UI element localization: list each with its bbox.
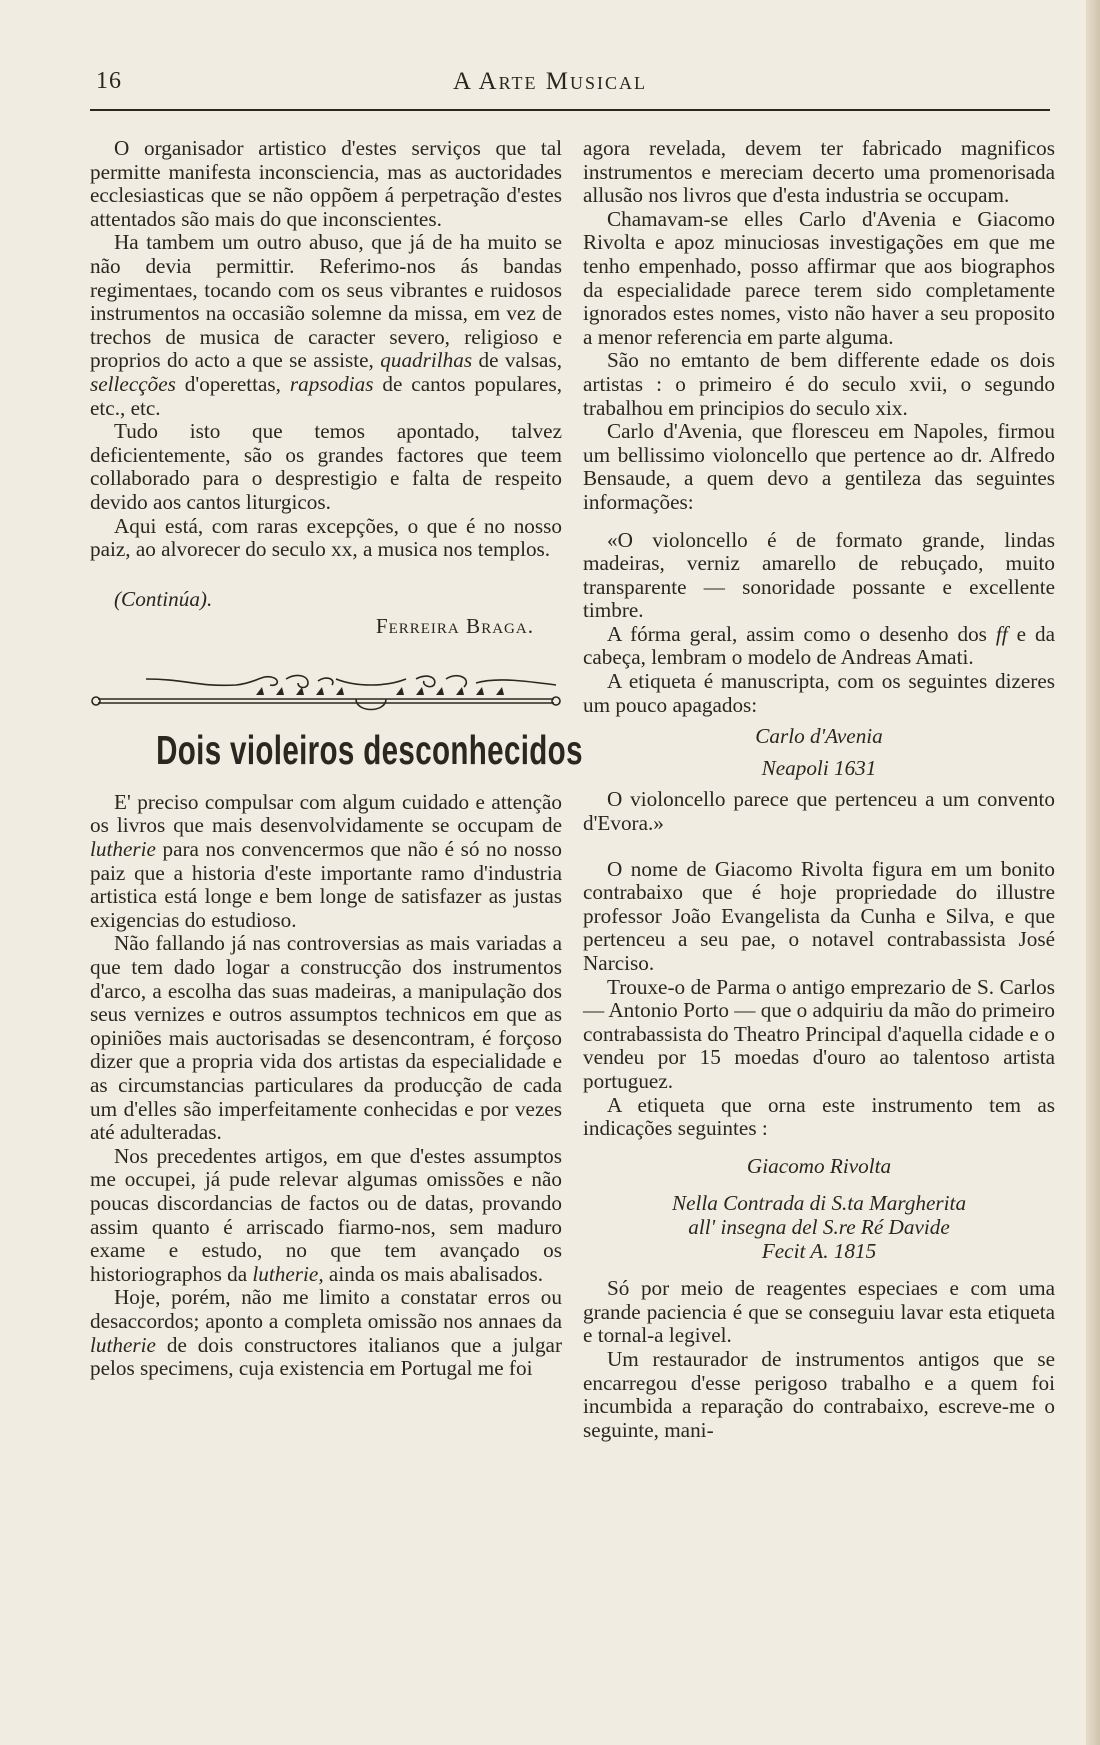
article-title: Dois violeiros desconhecidos: [156, 726, 583, 773]
left-column: [90, 136, 583, 1381]
paragraph: Ha tambem um outro abuso, que já de ha muito se não devia permittir. Referimo-nos ás bandas regimentaes, tocando com os seus vibrantes e ruidosos instrumentos na occasião solemne da missa, em vez de trechos de musica de caracter severo, religioso e proprios do acto a que se assiste, quadrilhas de valsas, sellecções d'operettas, rapsodias de cantos populares, etc., etc.: [90, 230, 563, 420]
quoted-paragraph: A fórma geral, assim como o desenho dos ff e da cabeça, lembram o modelo de Andreas Amati.: [583, 621, 1056, 670]
paragraph: Chamavam-se elles Carlo d'Avenia e Giacomo Rivolta e apoz minuciosas investigações em que me tenho empenhado, posso affirmar que aos biographos da especialidade parece terem sido completamente ignorados estes nomes, visto não haver a seu proposito a menor referencia em parte alguma.: [583, 206, 1055, 349]
label-transcription-line: Giacomo Rivolta: [746, 1153, 892, 1178]
label-transcription-line: all' insegna del S.re Ré Davide: [688, 1214, 950, 1239]
page-number: 16: [96, 68, 122, 94]
paragraph: O nome de Giacomo Rivolta figura em um bonito contrabaixo que é hoje propriedade do illustre professor João Evangelista da Cunha e Silva, e que pertenceu a seu pae, o notavel contrabassista José Narciso.: [583, 856, 1055, 975]
paragraph: Carlo d'Avenia, que floresceu em Napoles, firmou um bellissimo violoncello que pertence ao dr. Alfredo Bensaude, a quem devo a gentileza das seguintes informações:: [583, 419, 1055, 514]
paragraph: agora revelada, devem ter fabricado magnificos instrumentos e mereciam decerto uma promenorisada allusão nos livros que d'esta industria se occupam.: [583, 136, 1055, 208]
author-signature: Ferreira Braga.: [375, 614, 534, 639]
label-transcription-line: Fecit A. 1815: [761, 1238, 877, 1263]
paragraph: Aqui está, com raras excepções, o que é no nosso paiz, ao alvorecer do seculo xx, a musica nos templos.: [90, 513, 562, 562]
paragraph: Nos precedentes artigos, em que d'estes assumptos me occupei, já pude relevar algumas omissões e não poucas discordancias de factos ou de datas, provando assim quanto é arriscado fiarmo-nos, sem maduro exame e estudo, no que tem avançado os historiographos da lutherie, ainda os mais abalisados.: [90, 1143, 562, 1286]
paragraph: Não fallando já nas controversias as mais variadas a que tem dado logar a construcção dos instrumentos d'arco, a escolha das suas madeiras, a manipulação dos seus vernizes e outros assumptos technicos em que as opiniões mais auctorisadas se desencontram, é forçoso dizer que a propria vida dos artistas da especialidade e as circumstancias particulares da producção de cada um d'elles são imperfeitamente conhecidas e por vezes até adulteradas.: [90, 931, 562, 1145]
page-edge-shadow: [1086, 0, 1100, 1745]
quoted-paragraph: A etiqueta é manuscripta, com os seguintes dizeres um pouco apagados:: [583, 669, 1055, 717]
continued-note: (Continúa).: [114, 586, 213, 611]
paragraph: Tudo isto que temos apontado, talvez deficientemente, são os grandes factores que teem collaborado para o desprestigio e falta de respeito devido aos cantos liturgicos.: [90, 419, 562, 514]
right-column: [583, 137, 1055, 1442]
paragraph: Trouxe-o de Parma o antigo emprezario de S. Carlos — Antonio Porto — que o adquiriu da mão do primeiro contrabassista do Theatro Principal d'aquella cidade e o vendeu por 15 moedas d'ouro ao talentoso artista portuguez.: [583, 974, 1055, 1093]
paragraph: Só por meio de reagentes especiaes e com uma grande paciencia é que se conseguiu lavar esta etiqueta e tornal-a legivel.: [583, 1276, 1055, 1348]
label-transcription-line: Carlo d'Avenia: [755, 724, 883, 749]
quoted-paragraph: «O violoncello é de formato grande, lindas madeiras, verniz amarello de rebuçado, muito transparente — sonoridade possante e excellente timbre.: [583, 527, 1055, 623]
paragraph: São no emtanto de bem differente edade os dois artistas : o primeiro é do seculo xvii, o segundo trabalhou em principios do seculo xix.: [583, 348, 1055, 420]
ornamental-divider: [86, 665, 566, 717]
journal-title: A Arte Musical: [453, 68, 647, 95]
paragraph: Um restaurador de instrumentos antigos que se encarregou d'esse perigoso trabalho e a quem foi incumbida a reparação do contrabaixo, escreve-me o seguinte, mani-: [583, 1346, 1055, 1442]
header-rule: [90, 109, 1050, 111]
label-transcription-line: Neapoli 1631: [761, 755, 877, 780]
paragraph: E' preciso compulsar com algum cuidado e attenção os livros que mais desenvolvidamente se occupam de lutherie para nos convencermos que não é só no nosso paiz que a historia d'este importante ramo d'industria artistica está longe e bem longe de satisfazer as justas exigencias do estudioso.: [90, 789, 562, 932]
label-transcription-line: Nella Contrada di S.ta Margherita: [671, 1191, 967, 1216]
quoted-paragraph: O violoncello parece que pertenceu a um convento d'Evora.»: [583, 787, 1055, 836]
paragraph: Hoje, porém, não me limito a constatar erros ou desaccordos; aponto a completa omissão nos annaes da lutherie de dois constructores italianos que a julgar pelos specimens, cuja existencia em Portugal me foi: [90, 1285, 563, 1381]
paragraph: A etiqueta que orna este instrumento tem as indicações seguintes :: [583, 1092, 1055, 1141]
paragraph: O organisador artistico d'estes serviços que tal permitte manifesta inconsciencia, mas as auctoridades ecclesiasticas que se não oppõem á perpetração d'estes attentados são mais do que inconscientes.: [90, 136, 562, 231]
